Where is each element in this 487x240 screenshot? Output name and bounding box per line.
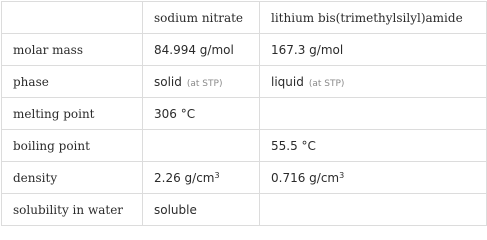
table-row [2,66,487,98]
value-compound-a [143,66,260,98]
row-label: melting point [2,98,143,130]
table-row [2,98,487,130]
phase-value: liquid [271,74,304,89]
value-compound-a: soluble [143,194,260,226]
value-compound-b [260,66,487,98]
table-row [2,162,487,194]
value-compound-a [143,162,260,194]
table-row [2,34,487,66]
row-label: solubility in water [2,194,143,226]
header-compound-a: sodium nitrate [143,2,260,34]
value-compound-b: 167.3 g/mol [260,34,487,66]
unit-exponent: 3 [339,170,345,180]
phase-note: (at STP) [186,78,223,89]
row-label: boiling point [2,130,143,162]
phase-value: solid [154,74,182,89]
header-row [2,2,487,34]
header-compound-b: lithium bis(trimethylsilyl)amide [260,2,487,34]
row-label: molar mass [2,34,143,66]
comparison-table [1,1,487,226]
value-compound-a: 306 °C [143,98,260,130]
density-value: 0.716 g/cm [271,170,340,185]
header-blank-cell [2,2,143,34]
value-compound-b [260,162,487,194]
value-compound-b: 55.5 °C [260,130,487,162]
unit-exponent: 3 [214,170,220,180]
value-compound-a: 84.994 g/mol [143,34,260,66]
table-row [2,130,487,162]
phase-note: (at STP) [308,78,345,89]
value-compound-b [260,194,487,226]
value-compound-a [143,130,260,162]
value-compound-b [260,98,487,130]
density-value: 2.26 g/cm [154,170,215,185]
row-label: density [2,162,143,194]
row-label: phase [2,66,143,98]
table-row [2,194,487,226]
